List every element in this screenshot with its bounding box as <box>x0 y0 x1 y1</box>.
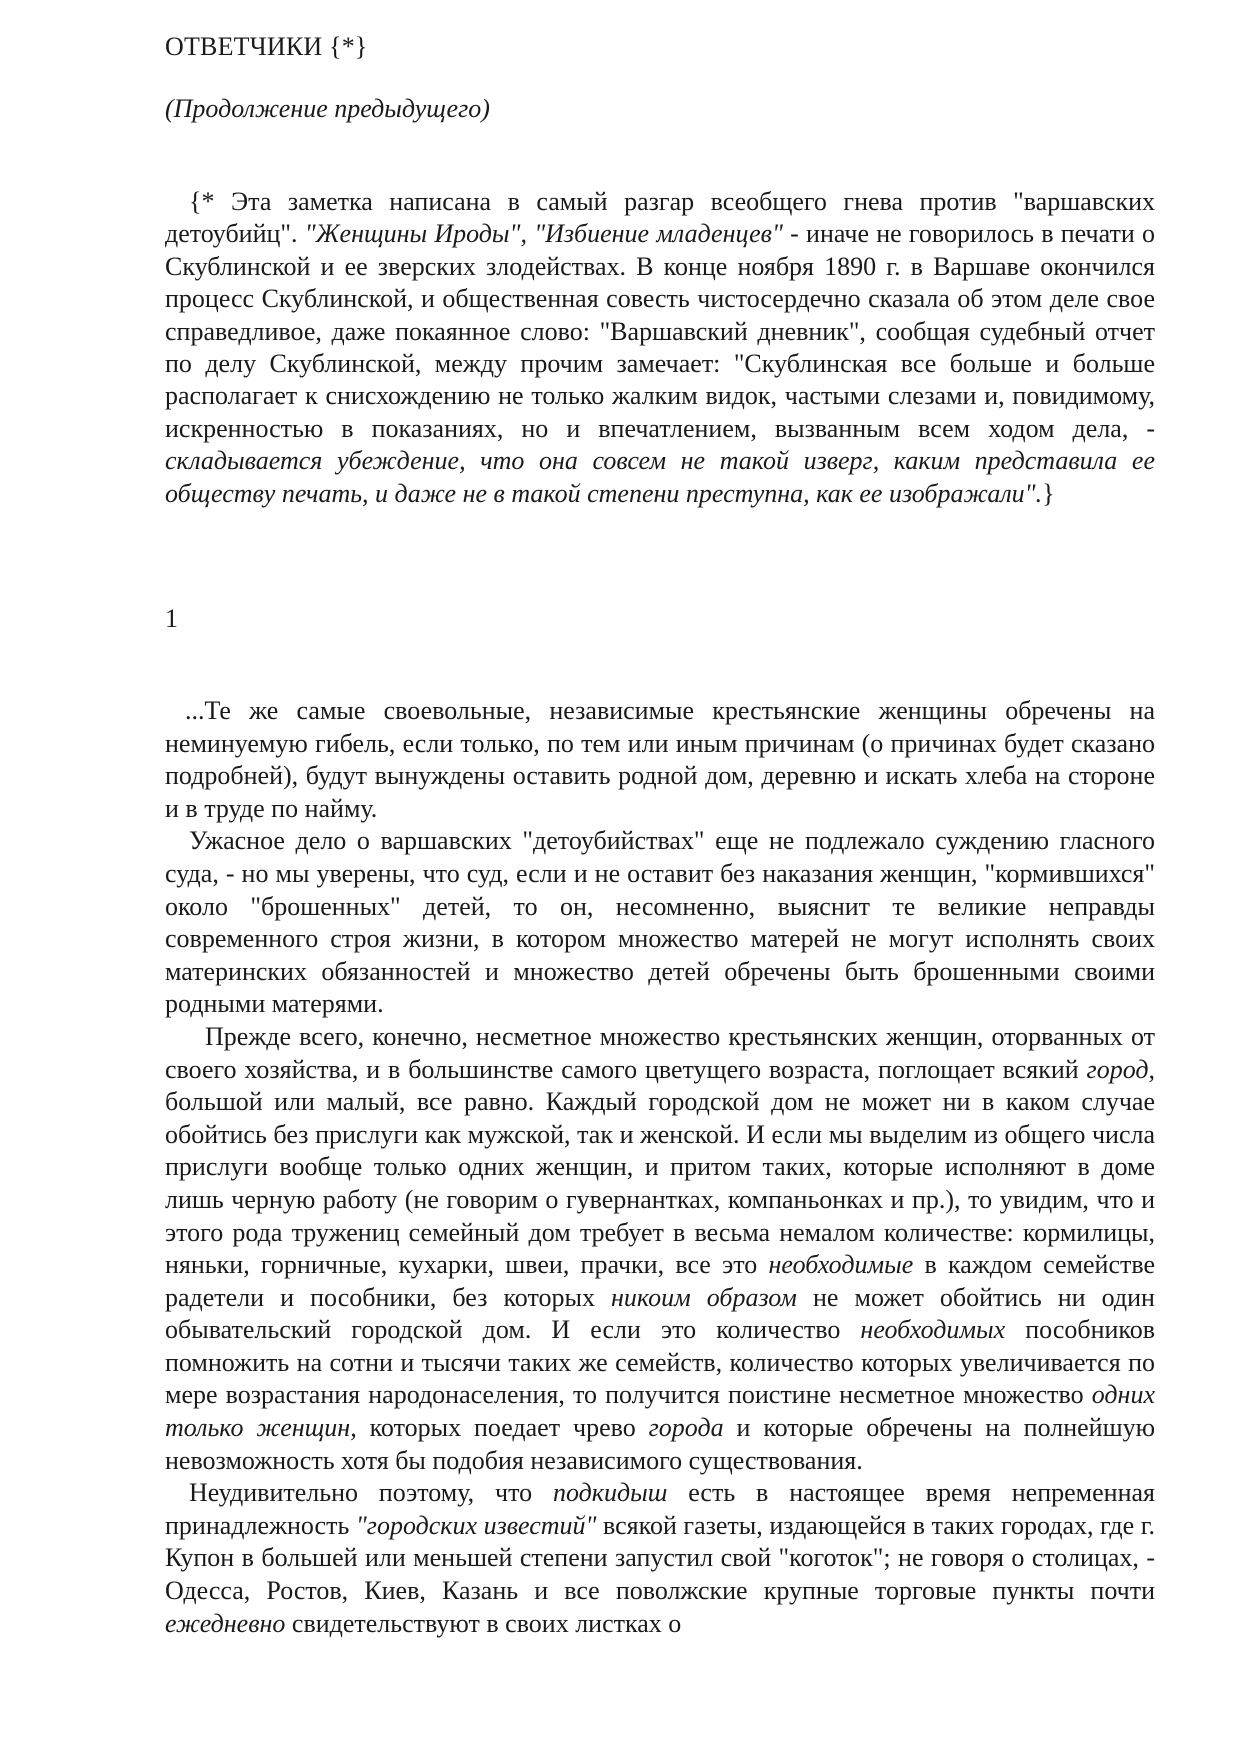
paragraph-1: ...Те же самые своевольные, независимые крестьянские женщины обречены на неминуемую гибель, если только, по тем или иным причинам (о причинах будет сказано подробней), будут вынуждены оставить родной дом, деревню и искать хлеба на стороне и в труде по найму. <box>165 696 1155 823</box>
main-text <box>165 695 1155 1640</box>
document-title: ОТВЕТЧИКИ {*} <box>165 32 368 61</box>
paragraph-4: Неудивительно поэтому, что подкидыш есть в настоящее время непременная принадлежность "городских известий" всякой газеты, издающейся в таких городах, где г. Купон в большей или меньшей степени запустил свой "коготок"; не говоря о столицах, - Одесса, Ростов, Киев, Казань и все поволжские крупные торговые пункты почти ежедневно свидетельствуют в своих листках о <box>165 1478 1155 1638</box>
footnote <box>165 186 1155 510</box>
footnote-paragraph: {* Эта заметка написана в самый разгар всеобщего гнева против "варшавских детоубийц". "Женщины Ироды", "Избиение младенцев" - иначе не говорилось в печати о Скублинской и ее зверских злодействах. В конце ноября 1890 г. в Варшаве окончился процесс Скублинской, и общественная совесть чистосердечно сказала об этом деле свое справедливое, даже покаянное слово: "Варшавский дневник", сообщая судебный отчет по делу Скублинской, между прочим замечает: "Скублинская все больше и больше располагает к снисхождению не только жалким видок, частыми слезами и, повидимому, искренностью в показаниях, но и впечатлением, вызванным всем ходом дела, - складывается убеждение, что она совсем не такой изверг, каким представила ее обществу печать, и даже не в такой степени преступна, как ее изображали".} <box>165 187 1155 508</box>
paragraph-2: Ужасное дело о варшавских "детоубийствах" еще не подлежало суждению гласного суда, - но мы уверены, что суд, если и не оставит без наказания женщин, "кормившихся" около "брошенных" детей, то он, несомненно, выяснит те великие неправды современного строя жизни, в котором множество матерей не могут исполнять своих материнских обязанностей и множество детей обречены быть брошенными своими родными матерями. <box>165 826 1155 1019</box>
section-number: 1 <box>165 604 178 633</box>
document-subtitle: (Продолжение предыдущего) <box>165 94 490 123</box>
paragraph-3: Прежде всего, конечно, несметное множество крестьянских женщин, оторванных от своего хозяйства, и в большинстве самого цветущего возраста, поглощает всякий город, большой или малый, все равно. Каждый городской дом не может ни в каком случае обойтись без прислуги как мужской, так и женской. И если мы выделим из общего числа прислуги вообще только одних женщин, и притом таких, которые исполняют в доме лишь черную работу (не говорим о гувернантках, компаньонках и пр.), то увидим, что и этого рода тружениц семейный дом требует в весьма немалом количестве: кормилицы, няньки, горничные, кухарки, швеи, прачки, все это необходимые в каждом семействе радетели и пособники, без которых никоим образом не может обойтись ни один обывательский городской дом. И если это количество необходимых пособников помножить на сотни и тысячи таких же семейств, количество которых увеличивается по мере возрастания народонаселения, то получится поистине несметное множество одних только женщин, которых поедает чрево города и которые обречены на полнейшую невозможность хотя бы подобия независимого существования. <box>165 1021 1156 1475</box>
